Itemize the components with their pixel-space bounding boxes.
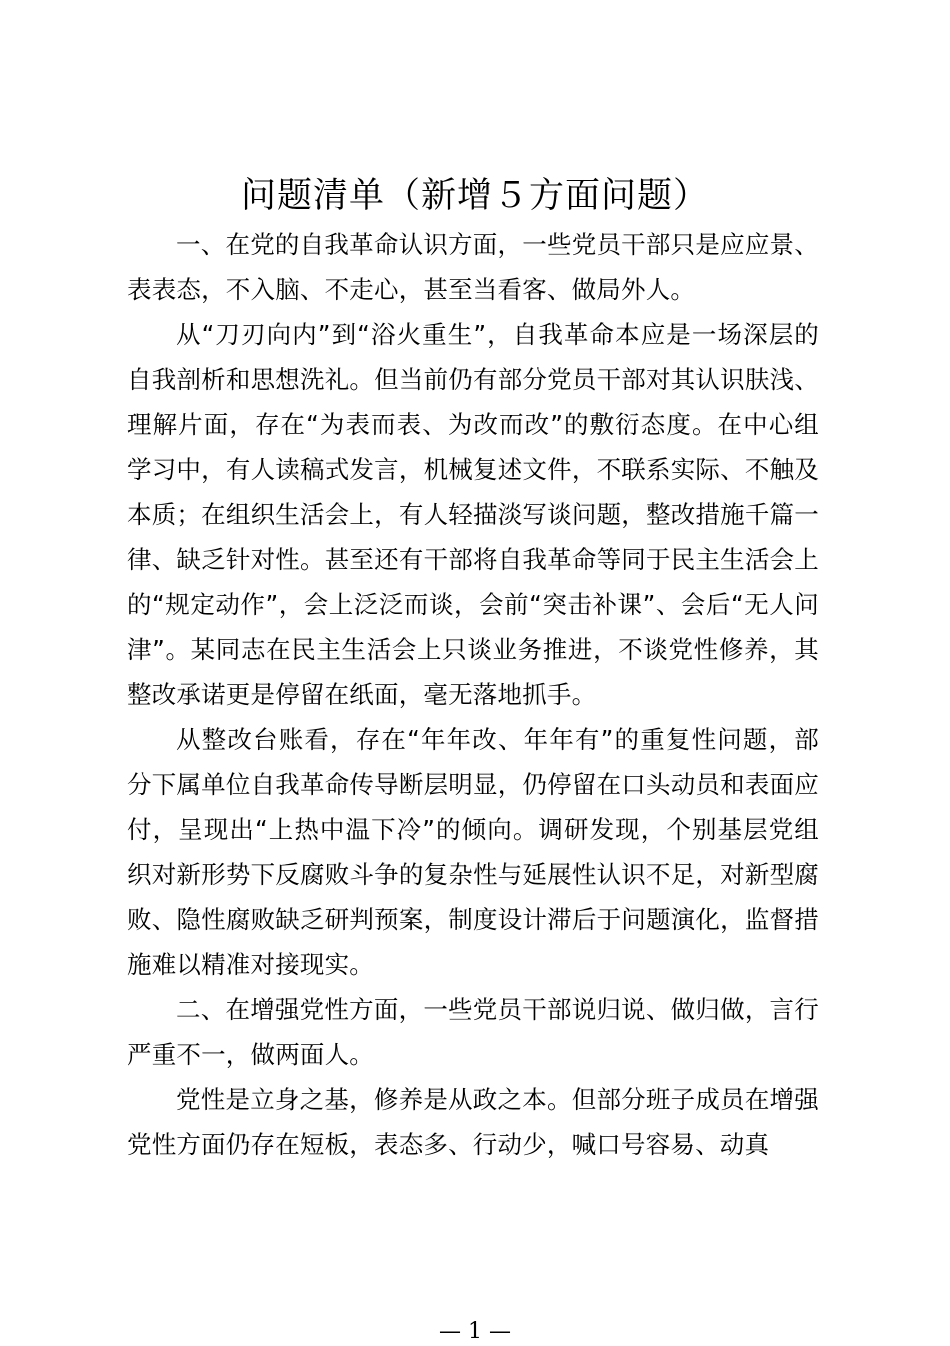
document-body xyxy=(127,222,819,1167)
section-heading-1: 一、在党的自我革命认识方面，一些党员干部只是应应景、表表态，不入脑、不走心，甚至当看客、做局外人。 xyxy=(127,230,819,304)
section-heading-2: 二、在增强党性方面，一些党员干部说归说、做归做，言行严重不一，做两面人。 xyxy=(127,995,819,1069)
page-number: — 1 — xyxy=(439,1319,511,1344)
paragraph: 从整改台账看，存在“年年改、年年有”的重复性问题，部分下属单位自我革命传导断层明显，仍停留在口头动员和表面应付，呈现出“上热中温下冷”的倾向。调研发现，个别基层党组织对新形势下反腐败斗争的复杂性与延展性认识不足，对新型腐败、隐性腐败缺乏研判预案，制度设计滞后于问题演化，监督措施难以精准对接现实。 xyxy=(127,725,819,979)
paragraph: 从“刀刃向内”到“浴火重生”，自我革命本应是一场深层的自我剖析和思想洗礼。但当前仍有部分党员干部对其认识肤浅、理解片面，存在“为表而表、为改而改”的敷衍态度。在中心组学习中，有人读稿式发言，机械复述文件，不联系实际、不触及本质；在组织生活会上，有人轻描淡写谈问题，整改措施千篇一律、缺乏针对性。甚至还有干部将自我革命等同于民主生活会上的“规定动作”，会上泛泛而谈，会前“突击补课”、会后“无人问津”。某同志在民主生活会上只谈业务推进，不谈党性修养，其整改承诺更是停留在纸面，毫无落地抓手。 xyxy=(127,320,819,709)
document-title: 问题清单（新增５方面问题） xyxy=(240,176,709,216)
paragraph: 党性是立身之基，修养是从政之本。但部分班子成员在增强党性方面仍存在短板，表态多、行动少，喊口号容易、动真 xyxy=(127,1085,819,1159)
